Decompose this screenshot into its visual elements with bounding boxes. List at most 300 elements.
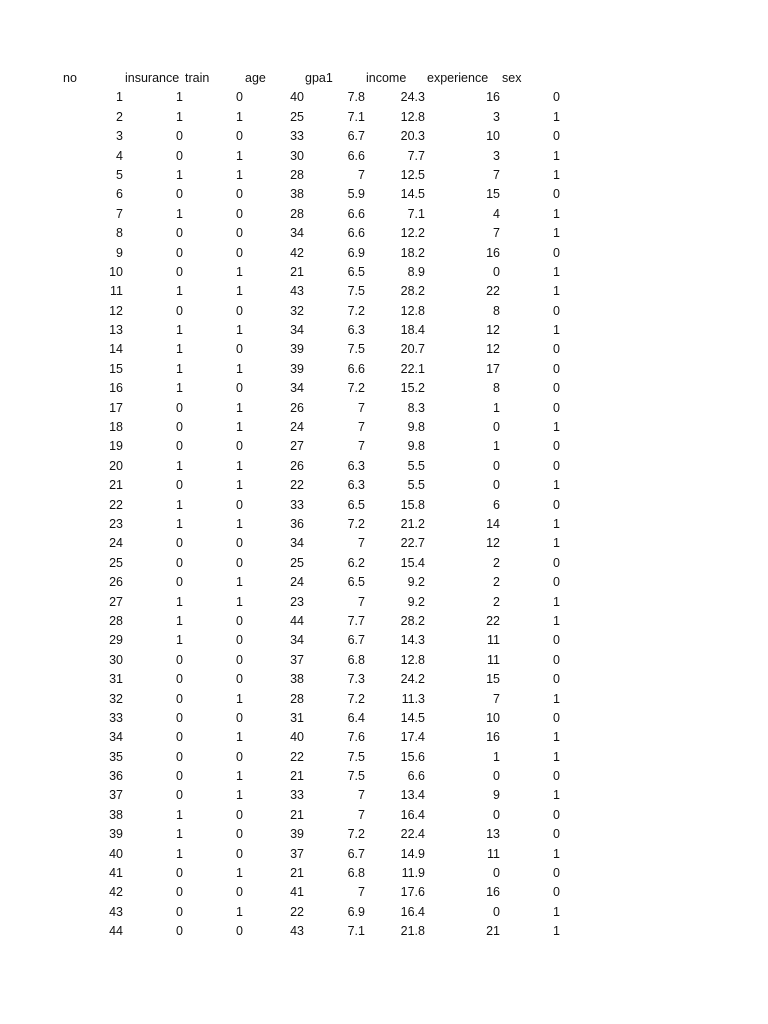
cell-insurance: 1 <box>176 827 183 842</box>
cell-age: 32 <box>290 303 304 318</box>
cell-age: 34 <box>290 226 304 241</box>
cell-sex: 0 <box>553 885 560 900</box>
table-row <box>0 457 768 476</box>
cell-sex: 1 <box>553 904 560 919</box>
cell-no: 11 <box>110 284 123 299</box>
cell-insurance: 0 <box>176 691 183 706</box>
cell-no: 17 <box>109 400 123 415</box>
cell-gpa1: 5.9 <box>347 187 365 202</box>
cell-income: 12.8 <box>400 303 425 318</box>
cell-age: 40 <box>290 730 304 745</box>
cell-train: 1 <box>236 730 243 745</box>
table-row <box>0 127 768 146</box>
cell-no: 40 <box>109 846 123 861</box>
cell-experience: 12 <box>486 536 500 551</box>
cell-insurance: 0 <box>176 555 183 570</box>
cell-sex: 0 <box>553 458 560 473</box>
header-cell-age: age <box>245 71 266 85</box>
cell-no: 29 <box>109 633 123 648</box>
table-row <box>0 515 768 534</box>
cell-sex: 1 <box>553 478 560 493</box>
cell-no: 4 <box>116 148 123 163</box>
cell-no: 3 <box>116 129 123 144</box>
cell-experience: 2 <box>493 594 500 609</box>
cell-no: 36 <box>109 769 123 784</box>
cell-sex: 1 <box>553 516 560 531</box>
cell-experience: 11 <box>487 633 500 648</box>
cell-gpa1: 7.1 <box>347 109 365 124</box>
cell-experience: 10 <box>486 710 500 725</box>
cell-insurance: 0 <box>176 264 183 279</box>
cell-gpa1: 7.6 <box>347 730 365 745</box>
table-row <box>0 496 768 515</box>
cell-experience: 7 <box>493 691 500 706</box>
cell-experience: 16 <box>486 730 500 745</box>
cell-experience: 12 <box>486 323 500 338</box>
cell-train: 0 <box>236 187 243 202</box>
cell-experience: 2 <box>493 555 500 570</box>
cell-income: 12.8 <box>400 109 425 124</box>
cell-income: 18.2 <box>400 245 425 260</box>
cell-gpa1: 7.2 <box>347 516 365 531</box>
cell-experience: 0 <box>493 420 500 435</box>
cell-insurance: 0 <box>176 575 183 590</box>
cell-sex: 0 <box>553 575 560 590</box>
cell-sex: 1 <box>553 284 560 299</box>
table-row <box>0 88 768 107</box>
cell-income: 12.5 <box>400 167 425 182</box>
cell-train: 0 <box>236 885 243 900</box>
table-row <box>0 786 768 805</box>
cell-experience: 0 <box>493 769 500 784</box>
cell-sex: 0 <box>553 633 560 648</box>
cell-age: 25 <box>290 555 304 570</box>
cell-gpa1: 7 <box>358 788 365 803</box>
table-row <box>0 825 768 844</box>
cell-experience: 21 <box>486 924 500 939</box>
cell-age: 21 <box>290 769 304 784</box>
cell-experience: 2 <box>493 575 500 590</box>
cell-insurance: 1 <box>176 846 183 861</box>
cell-age: 24 <box>290 575 304 590</box>
cell-insurance: 1 <box>176 381 183 396</box>
table-row <box>0 670 768 689</box>
cell-gpa1: 7 <box>358 807 365 822</box>
cell-no: 37 <box>109 788 123 803</box>
table-row <box>0 806 768 825</box>
cell-income: 7.7 <box>407 148 425 163</box>
cell-sex: 0 <box>553 652 560 667</box>
table-row <box>0 147 768 166</box>
cell-insurance: 0 <box>176 148 183 163</box>
cell-insurance: 1 <box>176 167 183 182</box>
cell-insurance: 1 <box>176 613 183 628</box>
cell-sex: 0 <box>553 672 560 687</box>
cell-income: 20.7 <box>400 342 425 357</box>
cell-gpa1: 6.7 <box>347 129 365 144</box>
cell-sex: 1 <box>553 691 560 706</box>
cell-sex: 0 <box>553 342 560 357</box>
table-row <box>0 360 768 379</box>
cell-experience: 1 <box>493 400 500 415</box>
cell-gpa1: 7.3 <box>347 672 365 687</box>
cell-gpa1: 6.5 <box>347 264 365 279</box>
cell-sex: 1 <box>553 206 560 221</box>
table-row <box>0 437 768 456</box>
cell-income: 22.7 <box>400 536 425 551</box>
cell-train: 0 <box>236 226 243 241</box>
cell-no: 2 <box>116 109 123 124</box>
cell-train: 1 <box>236 148 243 163</box>
cell-train: 0 <box>236 749 243 764</box>
cell-experience: 12 <box>486 342 500 357</box>
cell-age: 21 <box>290 807 304 822</box>
cell-train: 1 <box>236 458 243 473</box>
cell-no: 15 <box>109 361 123 376</box>
cell-age: 34 <box>290 381 304 396</box>
cell-train: 0 <box>236 245 243 260</box>
table-row <box>0 903 768 922</box>
cell-experience: 3 <box>493 109 500 124</box>
cell-insurance: 0 <box>176 710 183 725</box>
cell-experience: 0 <box>493 866 500 881</box>
header-cell-insurance: insurance <box>125 71 180 85</box>
cell-gpa1: 7 <box>358 167 365 182</box>
cell-experience: 0 <box>493 807 500 822</box>
cell-insurance: 0 <box>176 536 183 551</box>
cell-insurance: 1 <box>176 323 183 338</box>
cell-age: 38 <box>290 672 304 687</box>
table-row <box>0 282 768 301</box>
cell-experience: 7 <box>493 167 500 182</box>
cell-insurance: 1 <box>176 594 183 609</box>
cell-income: 7.1 <box>407 206 425 221</box>
cell-gpa1: 6.3 <box>347 458 365 473</box>
cell-train: 1 <box>236 904 243 919</box>
cell-no: 44 <box>109 924 123 939</box>
table-row <box>0 224 768 243</box>
cell-experience: 10 <box>486 129 500 144</box>
cell-experience: 13 <box>486 827 500 842</box>
header-row <box>0 69 768 88</box>
cell-income: 6.6 <box>407 769 425 784</box>
cell-no: 8 <box>116 226 123 241</box>
cell-gpa1: 6.7 <box>347 846 365 861</box>
cell-no: 5 <box>116 167 123 182</box>
cell-sex: 0 <box>553 90 560 105</box>
cell-sex: 0 <box>553 245 560 260</box>
cell-gpa1: 7.2 <box>347 381 365 396</box>
table-row <box>0 263 768 282</box>
cell-gpa1: 6.7 <box>347 633 365 648</box>
table-row <box>0 709 768 728</box>
cell-train: 0 <box>236 206 243 221</box>
cell-experience: 4 <box>493 206 500 221</box>
cell-sex: 1 <box>553 788 560 803</box>
cell-income: 21.2 <box>400 516 425 531</box>
cell-train: 0 <box>236 613 243 628</box>
cell-gpa1: 6.5 <box>347 575 365 590</box>
cell-income: 14.9 <box>400 846 425 861</box>
cell-insurance: 0 <box>176 769 183 784</box>
cell-income: 16.4 <box>400 904 425 919</box>
header-cell-gpa1: gpa1 <box>305 71 333 85</box>
cell-sex: 1 <box>553 536 560 551</box>
cell-no: 27 <box>109 594 123 609</box>
header-cell-no: no <box>63 71 77 85</box>
cell-age: 21 <box>290 866 304 881</box>
cell-train: 0 <box>236 303 243 318</box>
cell-gpa1: 6.8 <box>347 652 365 667</box>
cell-sex: 1 <box>553 730 560 745</box>
cell-no: 24 <box>109 536 123 551</box>
cell-insurance: 0 <box>176 187 183 202</box>
cell-train: 0 <box>236 90 243 105</box>
cell-gpa1: 7.8 <box>347 90 365 105</box>
cell-train: 1 <box>236 400 243 415</box>
cell-age: 34 <box>290 536 304 551</box>
cell-age: 43 <box>290 924 304 939</box>
cell-no: 25 <box>109 555 123 570</box>
cell-income: 13.4 <box>400 788 425 803</box>
cell-train: 0 <box>236 652 243 667</box>
cell-sex: 0 <box>553 555 560 570</box>
cell-no: 39 <box>109 827 123 842</box>
cell-no: 35 <box>109 749 123 764</box>
cell-experience: 15 <box>486 672 500 687</box>
table-row <box>0 690 768 709</box>
cell-insurance: 0 <box>176 749 183 764</box>
cell-gpa1: 7.2 <box>347 691 365 706</box>
cell-age: 24 <box>290 420 304 435</box>
cell-train: 1 <box>236 516 243 531</box>
cell-age: 26 <box>290 400 304 415</box>
cell-sex: 1 <box>553 749 560 764</box>
table-row <box>0 379 768 398</box>
cell-experience: 14 <box>486 516 500 531</box>
cell-income: 22.4 <box>400 827 425 842</box>
table-row <box>0 767 768 786</box>
cell-train: 1 <box>236 866 243 881</box>
cell-insurance: 0 <box>176 129 183 144</box>
cell-age: 25 <box>290 109 304 124</box>
cell-no: 20 <box>109 458 123 473</box>
cell-insurance: 1 <box>176 458 183 473</box>
cell-train: 0 <box>236 827 243 842</box>
cell-sex: 0 <box>553 129 560 144</box>
cell-income: 15.4 <box>400 555 425 570</box>
cell-gpa1: 7 <box>358 536 365 551</box>
cell-sex: 1 <box>553 924 560 939</box>
cell-train: 1 <box>236 323 243 338</box>
cell-income: 15.2 <box>400 381 425 396</box>
table-row <box>0 573 768 592</box>
cell-gpa1: 6.6 <box>347 226 365 241</box>
cell-train: 1 <box>236 361 243 376</box>
cell-train: 0 <box>236 710 243 725</box>
cell-experience: 11 <box>487 652 500 667</box>
cell-age: 44 <box>290 613 304 628</box>
cell-no: 13 <box>109 323 123 338</box>
cell-age: 23 <box>290 594 304 609</box>
cell-income: 17.6 <box>400 885 425 900</box>
cell-no: 21 <box>109 478 123 493</box>
cell-gpa1: 6.6 <box>347 361 365 376</box>
cell-no: 18 <box>109 420 123 435</box>
cell-income: 9.8 <box>407 420 425 435</box>
cell-income: 28.2 <box>400 613 425 628</box>
cell-no: 14 <box>109 342 123 357</box>
cell-no: 6 <box>116 187 123 202</box>
cell-sex: 0 <box>553 710 560 725</box>
cell-train: 0 <box>236 672 243 687</box>
table-row <box>0 340 768 359</box>
cell-age: 39 <box>290 361 304 376</box>
cell-age: 38 <box>290 187 304 202</box>
cell-insurance: 1 <box>176 206 183 221</box>
cell-insurance: 0 <box>176 788 183 803</box>
cell-gpa1: 6.5 <box>347 497 365 512</box>
cell-train: 1 <box>236 264 243 279</box>
cell-income: 5.5 <box>407 478 425 493</box>
table-row <box>0 166 768 185</box>
cell-experience: 9 <box>493 788 500 803</box>
table-row <box>0 185 768 204</box>
table-row <box>0 302 768 321</box>
header-cell-experience: experience <box>427 71 489 85</box>
cell-gpa1: 7.5 <box>347 284 365 299</box>
cell-experience: 8 <box>493 303 500 318</box>
cell-insurance: 0 <box>176 245 183 260</box>
cell-gpa1: 6.9 <box>347 904 365 919</box>
header-cell-train: train <box>185 71 210 85</box>
cell-insurance: 0 <box>176 303 183 318</box>
cell-gpa1: 7 <box>358 885 365 900</box>
cell-gpa1: 7 <box>358 594 365 609</box>
cell-insurance: 1 <box>176 90 183 105</box>
cell-no: 42 <box>109 885 123 900</box>
cell-train: 0 <box>236 439 243 454</box>
cell-gpa1: 7.5 <box>347 749 365 764</box>
cell-no: 9 <box>116 245 123 260</box>
cell-experience: 11 <box>487 846 500 861</box>
cell-sex: 1 <box>553 148 560 163</box>
table-row <box>0 244 768 263</box>
cell-age: 39 <box>290 827 304 842</box>
cell-train: 1 <box>236 420 243 435</box>
cell-gpa1: 7 <box>358 400 365 415</box>
table-row <box>0 883 768 902</box>
cell-train: 0 <box>236 381 243 396</box>
table-row <box>0 728 768 747</box>
cell-experience: 1 <box>493 749 500 764</box>
cell-train: 0 <box>236 497 243 512</box>
cell-age: 42 <box>290 245 304 260</box>
cell-age: 22 <box>290 904 304 919</box>
cell-sex: 0 <box>553 187 560 202</box>
cell-age: 28 <box>290 206 304 221</box>
cell-sex: 0 <box>553 866 560 881</box>
cell-income: 8.3 <box>407 400 425 415</box>
cell-age: 40 <box>290 90 304 105</box>
cell-no: 41 <box>109 866 123 881</box>
cell-sex: 0 <box>553 303 560 318</box>
cell-income: 14.5 <box>400 710 425 725</box>
cell-gpa1: 7.2 <box>347 303 365 318</box>
header-cell-sex: sex <box>502 71 522 85</box>
cell-experience: 15 <box>486 187 500 202</box>
cell-no: 31 <box>109 672 123 687</box>
cell-insurance: 0 <box>176 439 183 454</box>
cell-train: 0 <box>236 807 243 822</box>
cell-gpa1: 6.3 <box>347 323 365 338</box>
cell-income: 12.2 <box>400 226 425 241</box>
cell-gpa1: 6.8 <box>347 866 365 881</box>
cell-train: 1 <box>236 167 243 182</box>
cell-train: 1 <box>236 575 243 590</box>
cell-no: 16 <box>109 381 123 396</box>
cell-train: 0 <box>236 342 243 357</box>
cell-no: 28 <box>109 613 123 628</box>
cell-insurance: 0 <box>176 226 183 241</box>
cell-experience: 0 <box>493 904 500 919</box>
cell-income: 16.4 <box>400 807 425 822</box>
table-row <box>0 631 768 650</box>
cell-experience: 16 <box>486 885 500 900</box>
cell-age: 43 <box>290 284 304 299</box>
cell-age: 36 <box>290 516 304 531</box>
cell-gpa1: 7 <box>358 420 365 435</box>
cell-sex: 0 <box>553 769 560 784</box>
cell-train: 0 <box>236 129 243 144</box>
cell-train: 0 <box>236 536 243 551</box>
cell-sex: 1 <box>553 594 560 609</box>
cell-experience: 3 <box>493 148 500 163</box>
cell-insurance: 1 <box>176 633 183 648</box>
cell-income: 20.3 <box>400 129 425 144</box>
cell-gpa1: 6.3 <box>347 478 365 493</box>
cell-sex: 0 <box>553 361 560 376</box>
cell-sex: 0 <box>553 400 560 415</box>
cell-insurance: 1 <box>176 361 183 376</box>
cell-age: 41 <box>290 885 304 900</box>
cell-experience: 6 <box>493 497 500 512</box>
cell-insurance: 1 <box>176 342 183 357</box>
table-row <box>0 845 768 864</box>
cell-no: 34 <box>109 730 123 745</box>
cell-age: 39 <box>290 342 304 357</box>
cell-no: 26 <box>109 575 123 590</box>
cell-insurance: 0 <box>176 420 183 435</box>
data-table <box>0 69 768 942</box>
cell-age: 27 <box>290 439 304 454</box>
cell-no: 19 <box>109 439 123 454</box>
cell-experience: 22 <box>486 284 500 299</box>
cell-sex: 0 <box>553 807 560 822</box>
cell-income: 8.9 <box>407 264 425 279</box>
cell-age: 31 <box>290 710 304 725</box>
cell-experience: 1 <box>493 439 500 454</box>
cell-income: 9.8 <box>407 439 425 454</box>
cell-sex: 1 <box>553 323 560 338</box>
cell-gpa1: 7 <box>358 439 365 454</box>
cell-experience: 7 <box>493 226 500 241</box>
cell-insurance: 0 <box>176 652 183 667</box>
cell-income: 11.9 <box>401 866 425 881</box>
cell-no: 1 <box>116 90 123 105</box>
cell-income: 21.8 <box>400 924 425 939</box>
table-row <box>0 554 768 573</box>
